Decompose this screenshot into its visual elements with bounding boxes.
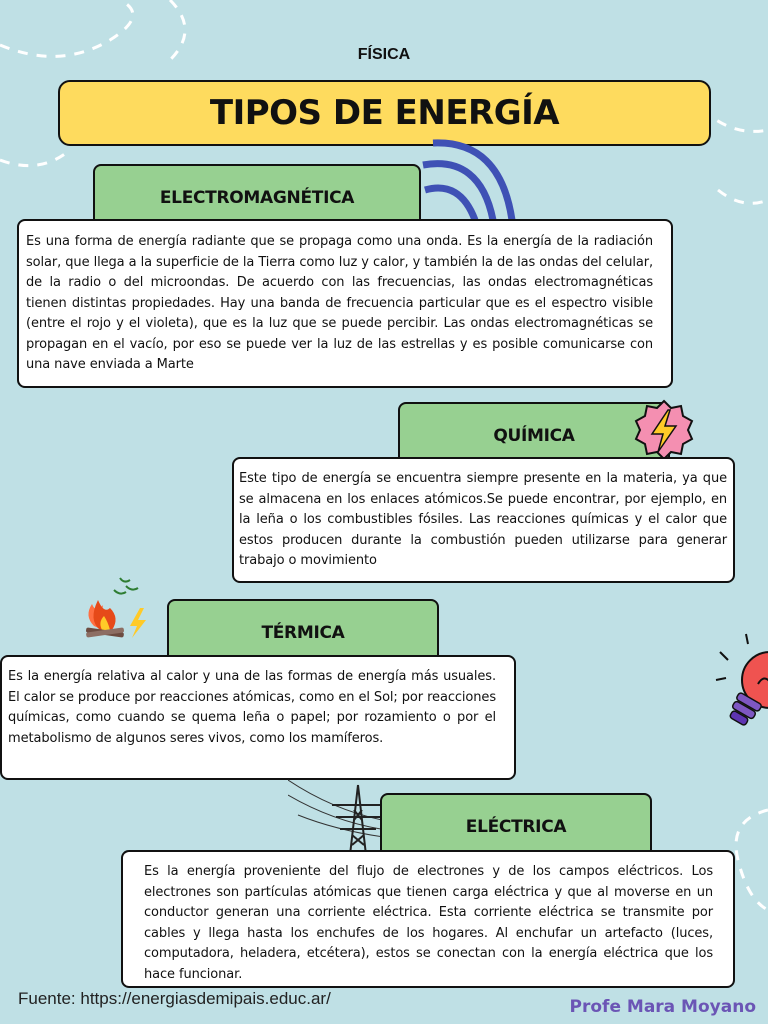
- section-text-box-electromagnetica: [17, 219, 673, 388]
- section-title: ELÉCTRICA: [465, 817, 567, 837]
- source-citation: Fuente: https://energiasdemipais.educ.ar/: [18, 989, 331, 1008]
- section-text: Es la energía proveniente del flujo de electrones y de los campos eléctricos. Los electrones son partículas atómicas que tienen carga eléctrica y que al moverse en un conductor generan una corriente eléctrica. Esta corriente eléctrica se transmite por cables y llega hasta los enchufes de los hogares. Al enchufar un artefacto (luces, computadora, heladera, etcétera), estos se conectan con la energía eléctrica que los hace funcionar.: [144, 864, 713, 982]
- section-title: TÉRMICA: [261, 623, 345, 643]
- section-text-box-termica: [0, 655, 516, 780]
- subject-label: FÍSICA: [357, 46, 411, 63]
- campfire-icon: [80, 570, 160, 646]
- section-text: Es la energía relativa al calor y una de las formas de energía más usuales. El calor se produce por reacciones atómicas, como en el Sol; por reacciones químicas, como cuando se quema leña o papel; por rozamiento o por el metabolismo de algunos seres vivos, como los mamíferos.: [8, 669, 496, 746]
- light-bulb-icon: [712, 630, 768, 730]
- page-title: TIPOS DE ENERGÍA: [209, 93, 560, 133]
- section-text: Este tipo de energía se encuentra siempre presente en la materia, ya que se almacena en los enlaces atómicos.Se puede encontrar, por ejemplo, en la leña o los combustibles fósiles. Las reacciones químicas y el calor que estos producen durante la combustión pueden utilizarse para generar trabajo o movimiento: [239, 471, 727, 568]
- wave-signal-icon: [415, 135, 535, 225]
- section-text-box-quimica: [232, 457, 735, 583]
- title-banner: [58, 80, 711, 146]
- author-credit: Profe Mara Moyano: [569, 997, 756, 1017]
- section-text: Es una forma de energía radiante que se propaga como una onda. Es la energía de la radiación solar, que llega a la superficie de la Tierra como luz y calor, y también la de las ondas del celular, de la radio o del microondas. De acuerdo con las frecuencias, las ondas electromagnéticas tienen distintas propiedades. Hay una banda de frecuencia particular que es el espectro visible (entre el rojo y el violeta), que es la luz que se puede percibir. Las ondas electromagnéticas se propagan en el vacío, por eso se puede ver la luz de las estrellas y es posible comunicarse con una nave enviada a Marte: [26, 234, 653, 372]
- section-title: QUÍMICA: [493, 426, 575, 446]
- section-title: ELECTROMAGNÉTICA: [159, 188, 355, 208]
- section-text-box-electrica: [121, 850, 735, 988]
